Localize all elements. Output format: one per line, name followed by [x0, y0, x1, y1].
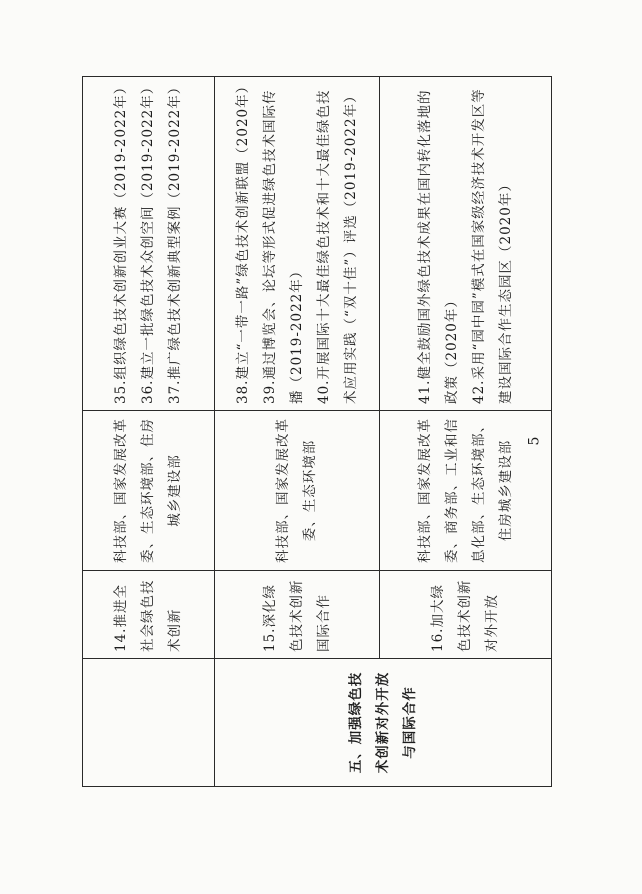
- task-item: 37.推广绿色技术创新典型案例（2019-2022年）: [167, 79, 183, 404]
- table-row: [83, 77, 215, 787]
- departments-cell: 科技部、国家发展改革委、商务部、工业和信息化部、生态环境部、住房城乡建设部: [380, 411, 552, 571]
- task-item: 35.组织绿色技术创新创业大赛（2019-2022年）: [113, 79, 129, 404]
- task-item: 38.建立“一带一路”绿色技术创新联盟（2020年）: [234, 78, 251, 404]
- measure-cell: 15.深化绿色技术创新国际合作: [215, 571, 380, 659]
- tasks-cell: [215, 77, 380, 411]
- tasks-cell: [380, 77, 552, 411]
- category-cell-empty: [83, 659, 215, 787]
- task-item: 42.采用“园中园”模式在国家级经济技术开发区等建设国际合作生态园区（2020年）: [470, 88, 514, 404]
- measure-cell: 16.加大绿色技术创新对外开放: [380, 571, 552, 659]
- task-item: 36.建立一批绿色技术众创空间（2019-2022年）: [140, 79, 156, 404]
- rotated-page: [82, 77, 551, 787]
- departments-cell: 科技部、国家发展改革委、生态环境部、住房城乡建设部: [83, 411, 215, 571]
- measure-cell: 14.推进全社会绿色技术创新: [83, 571, 215, 659]
- page-number: 5: [526, 436, 543, 446]
- departments-cell: 科技部、国家发展改革委、生态环境部: [215, 411, 380, 571]
- task-item: 39.通过博览会、论坛等形式促进绿色技术国际传播（2019-2022年）: [261, 89, 305, 404]
- table-row: [215, 77, 380, 787]
- tasks-cell: [83, 77, 215, 411]
- task-item: 40.开展国际十大最佳绿色技术和十大最佳绿色技术应用实践（“双十佳”）评选（2019-2022年）: [315, 88, 359, 404]
- category-cell: 五、加强绿色技术创新对外开放与国际合作: [215, 659, 552, 787]
- task-item: 41.健全鼓励国外绿色技术成果在国内转化落地的政策（2020年）: [416, 89, 460, 404]
- task-table: [82, 76, 552, 787]
